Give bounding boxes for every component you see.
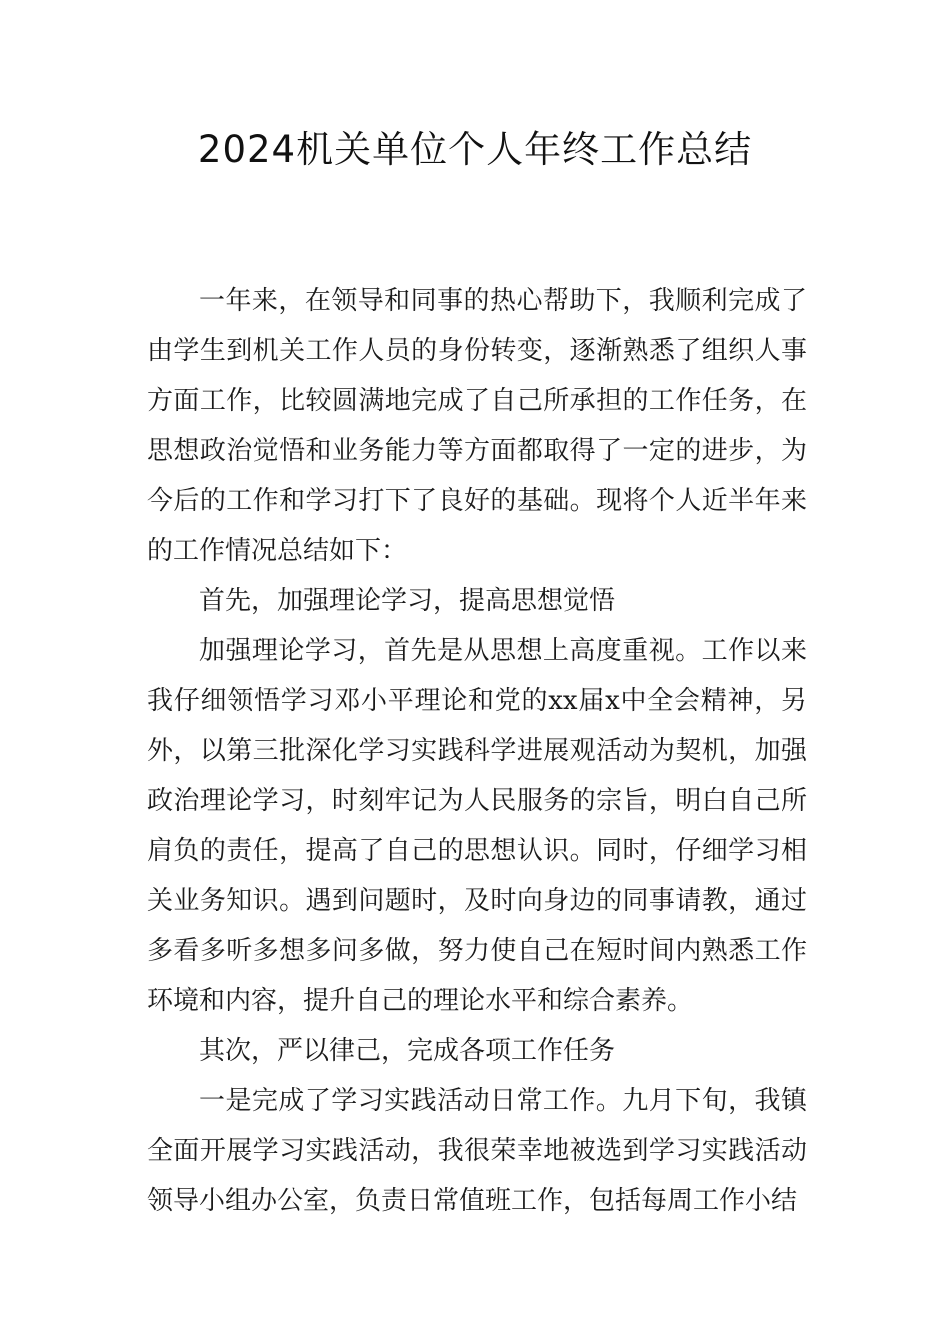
- paragraph-theory-study: 加强理论学习，首先是从思想上高度重视。工作以来我仔细领悟学习邓小平理论和党的xx届x中全会精神，另外，以第三批深化学习实践科学进展观活动为契机，加强政治理论学习，时刻牢记为人民服务的宗旨，明白自己所肩负的责任，提高了自己的思想认识。同时，仔细学习相关业务知识。遇到问题时，及时向身边的同事请教，通过多看多听多想多问多做，努力使自己在短时间内熟悉工作环境和内容，提升自己的理论水平和综合素养。: [147, 636, 807, 1016]
- section-heading-1: 首先，加强理论学习，提高思想觉悟: [199, 586, 616, 616]
- document-title: 2024机关单位个人年终工作总结: [197, 128, 753, 171]
- paragraph-intro: 一年来，在领导和同事的热心帮助下，我顺利完成了由学生到机关工作人员的身份转变，逐渐熟悉了组织人事方面工作，比较圆满地完成了自己所承担的工作任务，在思想政治觉悟和业务能力等方面都取得了一定的进步，为今后的工作和学习打下了良好的基础。现将个人近半年来的工作情况总结如下：: [147, 286, 807, 566]
- document-body: [147, 276, 807, 1226]
- section-heading-2: 其次，严以律己，完成各项工作任务: [199, 1036, 616, 1066]
- paragraph-practice-work: 一是完成了学习实践活动日常工作。九月下旬，我镇全面开展学习实践活动，我很荣幸地被选到学习实践活动领导小组办公室，负责日常值班工作，包括每周工作小结: [147, 1086, 807, 1216]
